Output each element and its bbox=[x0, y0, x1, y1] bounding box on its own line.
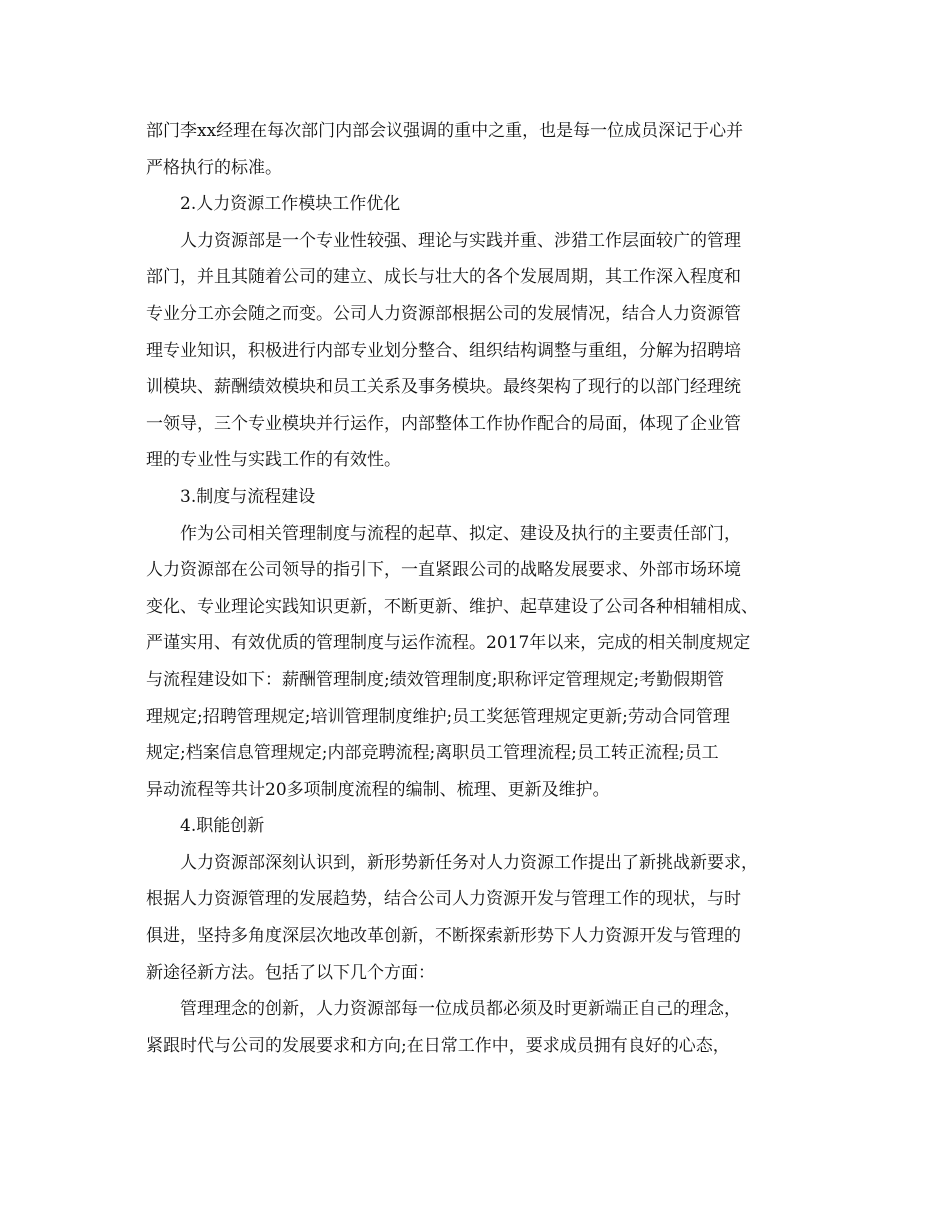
paragraph-line: 部门，并且其随着公司的建立、成长与壮大的各个发展周期，其工作深入程度和 bbox=[146, 267, 741, 288]
body-paragraph bbox=[146, 516, 806, 809]
paragraph-line: 人力资源部是一个专业性较强、理论与实践并重、涉猎工作层面较广的管理 bbox=[180, 230, 741, 251]
paragraph-line: 一领导，三个专业模块并行运作，内部整体工作协作配合的局面，体现了企业管 bbox=[146, 413, 741, 434]
paragraph-line: 理的专业性与实践工作的有效性。 bbox=[146, 450, 401, 471]
paragraph-line: 人力资源部在公司领导的指引下，一直紧跟公司的战略发展要求、外部市场环境 bbox=[146, 560, 741, 581]
paragraph-line: 紧跟时代与公司的发展要求和方向;在日常工作中，要求成员拥有良好的心态， bbox=[146, 1035, 730, 1056]
heading-text: 4.职能创新 bbox=[180, 816, 265, 837]
heading-text: 2.人力资源工作模块工作优化 bbox=[180, 194, 401, 215]
section-heading bbox=[146, 479, 806, 516]
section-heading bbox=[146, 186, 806, 223]
paragraph-line: 管理理念的创新，人力资源部每一位成员都必须及时更新端正自己的理念， bbox=[180, 999, 741, 1020]
body-paragraph bbox=[146, 223, 806, 479]
paragraph-line: 理专业知识，积极进行内部专业划分整合、组织结构调整与重组，分解为招聘培 bbox=[146, 340, 741, 361]
paragraph-line: 部门李xx经理在每次部门内部会议强调的重中之重，也是每一位成员深记于心并 bbox=[146, 121, 744, 141]
section-heading bbox=[146, 808, 806, 845]
body-paragraph bbox=[146, 845, 806, 991]
paragraph-line: 规定;档案信息管理规定;内部竞聘流程;离职员工管理流程;员工转正流程;员工 bbox=[146, 743, 719, 764]
paragraph-line: 人力资源部深刻认识到，新形势新任务对人力资源工作提出了新挑战新要求， bbox=[180, 852, 758, 873]
paragraph-line: 与流程建设如下：薪酬管理制度;绩效管理制度;职称评定管理规定;考勤假期管 bbox=[146, 669, 725, 690]
heading-text: 3.制度与流程建设 bbox=[180, 486, 316, 507]
paragraph-line: 变化、专业理论实践知识更新，不断更新、维护、起草建设了公司各种相辅相成、 bbox=[146, 596, 758, 617]
document-body bbox=[146, 113, 806, 1064]
paragraph-line: 理规定;招聘管理规定;培训管理制度维护;员工奖惩管理规定更新;劳动合同管理 bbox=[146, 706, 730, 727]
paragraph-line: 严谨实用、有效优质的管理制度与运作流程。2017年以来，完成的相关制度规定 bbox=[146, 633, 751, 654]
paragraph-line: 异动流程等共计20多项制度流程的编制、梳理、更新及维护。 bbox=[146, 779, 610, 800]
paragraph-line: 作为公司相关管理制度与流程的起草、拟定、建设及执行的主要责任部门， bbox=[180, 523, 741, 544]
paragraph-line: 俱进，坚持多角度深层次地改革创新，不断探索新形势下人力资源开发与管理的 bbox=[146, 926, 741, 947]
paragraph-line: 专业分工亦会随之而变。公司人力资源部根据公司的发展情况，结合人力资源管 bbox=[146, 303, 741, 324]
paragraph-line: 新途径新方法。包括了以下几个方面： bbox=[146, 962, 435, 983]
paragraph-line: 根据人力资源管理的发展趋势，结合公司人力资源开发与管理工作的现状，与时 bbox=[146, 889, 741, 910]
paragraph-line: 严格执行的标准。 bbox=[146, 157, 282, 178]
body-paragraph bbox=[146, 991, 806, 1064]
paragraph-line: 训模块、薪酬绩效模块和员工关系及事务模块。最终架构了现行的以部门经理统 bbox=[146, 377, 741, 398]
body-paragraph bbox=[146, 113, 806, 186]
